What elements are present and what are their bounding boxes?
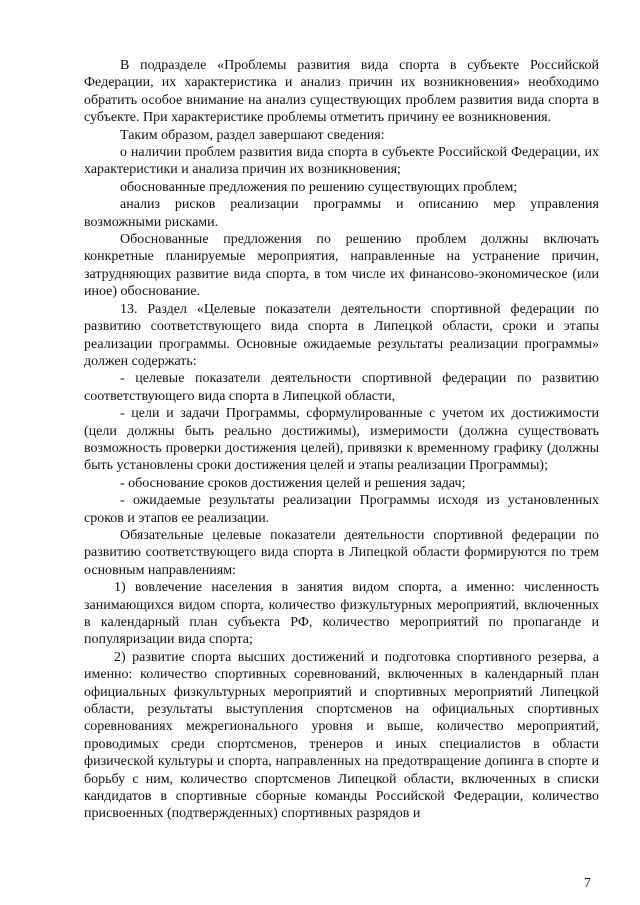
paragraph-expected-results: - ожидаемые результаты реализации Программы исходя из установленных сроков и этапов ее реализации. (84, 493, 599, 526)
paragraph-goals-tasks: - цели и задачи Программы, сформулированные с учетом их достижимости (цели должны быть реально достижимы), измеримости (должна существовать возможность проверки достижения целей), привязки к временному графику (должны быть установлены сроки достижения целей и этапы реализации Программы); (84, 406, 599, 474)
paragraph-direction-2: 2) развитие спорта высших достижений и подготовка спортивного резерва, а именно: количество спортивных соревнований, включенных в календарный план официальных физкультурных мероприятий и спортивных мероприятий Липецкой области, результаты выступления спортсменов на официальных спортивных соревнованиях межрегионального уровня и выше, количество мероприятий, проводимых среди спортсменов, тренеров и иных специалистов в области физической культуры и спорта, направленных на предотвращение допинга в спорте и борьбу с ним, количество спортсменов Липецкой области, включенных в списки кандидатов в спортивные сборные команды Российской Федерации, количество присвоенных (подтвержденных) спортивных разрядов и (84, 649, 599, 822)
paragraph-mandatory-indicators: Обязательные целевые показатели деятельности спортивной федерации по развитию соответствующего вида спорта в Липецкой области формируются по трем основным направлениям: (84, 527, 599, 578)
paragraph-section-13: 13. Раздел «Целевые показатели деятельности спортивной федерации по развитию соответствующего вида спорта в Липецкой области, сроки и этапы реализации программы. Основные ожидаемые результаты реализации программы» должен содержать: (84, 301, 599, 369)
paragraph-problems-info: о наличии проблем развития вида спорта в субъекте Российской Федерации, их характеристики и анализа причин их возникновения; (84, 145, 599, 178)
paragraph-risk-analysis: анализ рисков реализации программы и описанию мер управления возможными рисками. (84, 197, 599, 230)
paragraph-target-indicators: - целевые показатели деятельности спортивной федерации по развитию соответствующего вида спорта в Липецкой области, (84, 371, 599, 404)
document-body (84, 57, 599, 823)
paragraph-problems-subsection: В подразделе «Проблемы развития вида спорта в субъекте Российской Федерации, их характеристика и анализ причин их возникновения» необходимо обратить особое внимание на анализ существующих проблем развития вида спорта в субъекте. При характеристике проблемы отметить причину ее возникновения. (84, 58, 599, 126)
paragraph-deadlines: - обоснование сроков достижения целей и решения задач; (120, 475, 466, 491)
paragraph-proposals: обоснованные предложения по решению существующих проблем; (120, 179, 518, 195)
page-number: 7 (584, 876, 591, 891)
paragraph-section-summary: Таким образом, раздел завершают сведения: (120, 127, 385, 143)
paragraph-direction-1: 1) вовлечение населения в занятия видом спорта, а именно: численность занимающихся видом спорта, количество физкультурных мероприятий, включенных в календарный план субъекта РФ, количество мероприятий по пропаганде и популяризации вида спорта; (84, 580, 599, 648)
paragraph-justified-proposals: Обоснованные предложения по решению проблем должны включать конкретные планируемые мероприятия, направленные на устранение причин, затрудняющих развитие вида спорта, в том числе их финансово-экономическое (или иное) обоснование. (84, 232, 599, 300)
